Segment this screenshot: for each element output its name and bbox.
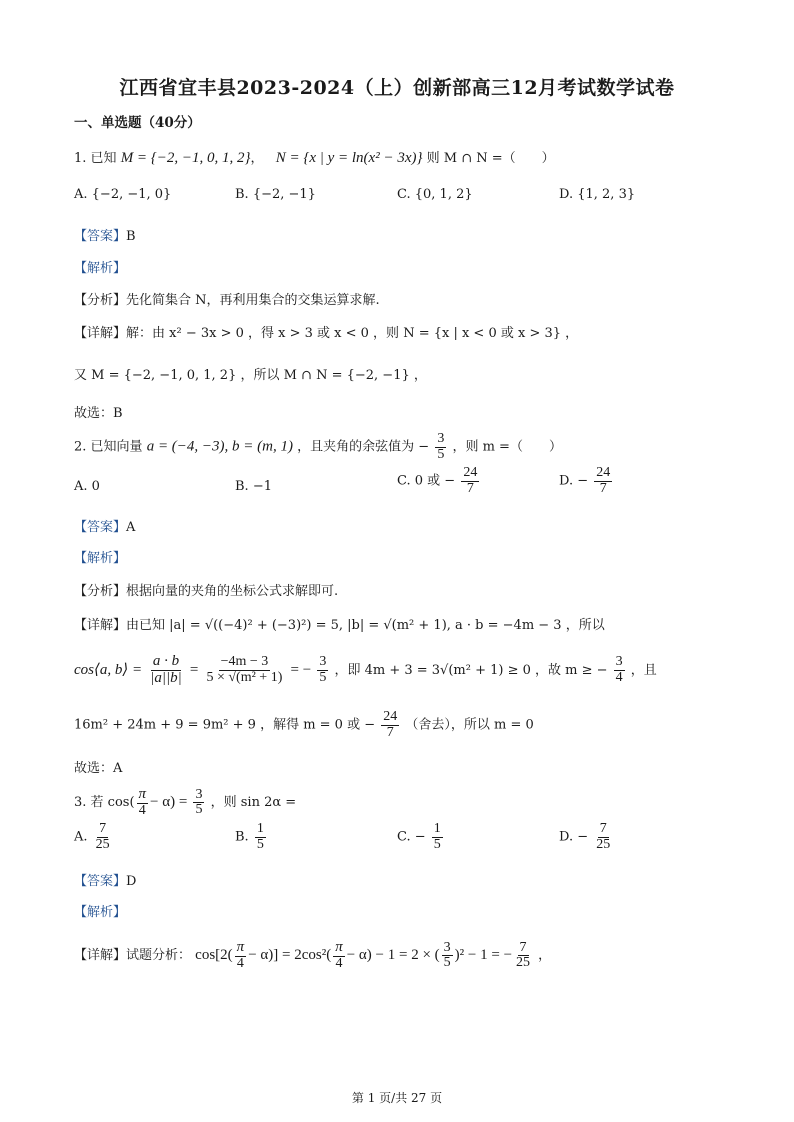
q3-expr-frac2 [333,940,345,971]
q2-fenxi-line [74,580,338,599]
q1-option-c: C. {0, 1, 2} [397,187,473,202]
q2-detail-line3 [74,710,534,740]
q2-choose: A [113,761,123,776]
q2-option-a: A. 0 [74,479,100,494]
q2-analysis-label: 【解析】 [74,551,127,566]
q2-vectors: a = (−4, −3), b = (m, 1) [146,438,293,455]
q3-three: 3 [195,786,203,802]
q2-frac-cos [317,655,328,685]
q3-expr-twentyfive: 25 [516,955,531,971]
q3-five: 5 [195,802,203,818]
q2-answer-line [74,516,135,535]
q3-detail-end: ， [538,948,552,964]
q1-sep: ， [250,151,264,166]
q2-cos-fraction [435,432,446,462]
q3-option-c-den: 5 [433,836,441,852]
choose-label: 故选： [74,761,114,776]
q2-option-c-prefix: C. 0 或 − [397,473,456,489]
q1-option-b: B. {−2, −1} [235,187,316,202]
q3-option-c-label: C. − [397,829,426,845]
q2-detail2-end: ，且 [630,662,657,678]
q2-frac2-num: −4m − 3 [220,654,269,670]
q3-stem [74,787,296,818]
q2-frac4-num: 24 [383,709,398,724]
q3-detail-line [74,940,551,971]
q2-option-d-fraction [594,466,612,496]
q3-expr1: cos[2( [195,947,233,964]
q3-stem-mid: − α) = [150,794,188,811]
q3-expr3: − α) − 1 = 2 × ( [346,947,440,964]
q2-option-c-num: 24 [463,465,478,480]
fenxi-label: 【分析】 [74,584,127,599]
q3-option-a [74,822,114,852]
q3-option-b-num: 1 [256,821,264,836]
q3-expr-pi2: π [335,939,343,955]
q2-frac1-den: |a||b| [150,669,182,686]
q1-fenxi-line [74,289,380,308]
q2-answer: A [126,520,136,535]
q2-frac2 [204,655,284,685]
q3-option-a-num: 7 [99,821,107,836]
q2-frac2-den: 5 × √(m² + 1) [206,669,283,685]
q2-stem-suffix: ，则 m =（ ） [452,439,562,455]
q1-stem-prefix: 1. 已知 [74,151,117,166]
q1-stem [74,147,555,167]
detail-label: 【详解】 [74,326,127,341]
q3-option-c-fraction [432,822,443,852]
q1-detail-line2: 又 M = {−2, −1, 0, 1, 2} ，所以 M ∩ N = {−2, −1} ， [74,368,427,383]
q3-expr-pi1: π [236,939,245,955]
q3-option-d-label: D. − [559,829,589,845]
q1-choose: B [113,406,123,421]
q2-detail-line1 [74,614,605,633]
q3-option-d [559,822,614,852]
q2-frac3-num: 3 [615,654,623,670]
q3-answer: D [126,874,137,889]
q2-eq: = [189,661,199,678]
q3-expr-frac3 [442,941,453,971]
q3-pi-over-4 [137,787,149,818]
q2-option-c [397,466,481,496]
q3-option-d-fraction [594,822,612,852]
q2-cos-lhs: cos⟨a, b⟩ = [74,661,143,678]
q2-detail-line2 [74,654,657,687]
q2-stem [74,432,562,462]
answer-label: 【答案】 [74,874,127,889]
answer-label: 【答案】 [74,229,127,244]
q3-expr-four1: 4 [236,955,244,971]
q2-frac4-den: 7 [386,724,394,740]
q2-frac3-den: 4 [615,669,623,685]
q3-option-b-label: B. [235,829,249,845]
detail-label: 【详解】 [74,618,127,633]
q2-option-d-prefix: D. − [559,473,589,489]
q1-detail1: 解：由 x² − 3x > 0 ，得 x > 3 或 x < 0 ，则 N = {x | x < 0 或 x > 3} ， [126,326,579,341]
q1-option-a: A. {−2, −1, 0} [74,187,172,202]
page-title: 江西省宜丰县2023-2024（上）创新部高三12月考试数学试卷 [119,77,675,99]
q3-detail-prefix: 试题分析： [126,948,192,964]
detail-label: 【详解】 [74,948,127,964]
fenxi-label: 【分析】 [74,293,127,308]
page-footer: 第 1 页/共 27 页 [351,1091,443,1105]
q2-frac-cos-den: 5 [319,669,327,685]
q2-stem-mid: ，且夹角的余弦值为 − [297,439,430,455]
q2-option-b: B. −1 [235,479,272,494]
q3-option-a-fraction [94,822,112,852]
q2-option-c-den: 7 [466,480,474,496]
q1-set-n: N = {x | y = ln(x² − 3x)} [275,150,423,166]
q2-eq2: = − [290,661,312,678]
q2-option-d-den: 7 [599,480,607,496]
q2-frac3 [614,655,625,685]
q2-stem-prefix: 2. 已知向量 [74,439,143,455]
q3-expr2: − α)] = 2cos²( [248,947,332,964]
q1-option-d: D. {1, 2, 3} [559,187,636,202]
q1-answer-line [74,225,136,244]
q2-cos-den: 5 [437,446,445,462]
q1-set-m: M = {−2, −1, 0, 1, 2} [120,150,251,166]
q2-frac1-num: a · b [152,653,180,669]
q3-option-b-fraction [255,822,266,852]
q2-detail1: 由已知 |a| = √((−4)² + (−3)²) = 5, |b| = √(m² + 1), a · b = −4m − 3 ，所以 [126,618,605,633]
q3-three-fifths [193,788,204,818]
q1-choose-line [74,402,123,421]
q1-analysis-label: 【解析】 [74,261,127,276]
q2-frac4 [381,710,399,740]
answer-label: 【答案】 [74,520,127,535]
q3-stem-suffix: ，则 sin 2α = [210,795,297,811]
q2-detail3-prefix: 16m² + 24m + 9 = 9m² + 9 ，解得 m = 0 或 − [74,717,376,733]
q3-option-c-num: 1 [433,821,441,836]
section-heading: 一、单选题（40分） [74,115,201,131]
q3-option-d-num: 7 [599,821,607,836]
q3-expr-seven: 7 [519,939,527,955]
q2-fenxi: 根据向量的夹角的坐标公式求解即可. [126,584,339,599]
q3-option-a-label: A. [74,829,88,845]
q1-detail-line1 [74,322,578,341]
q3-four: 4 [138,802,146,818]
q1-fenxi: 先化简集合 N，再利用集合的交集运算求解. [126,293,380,308]
q3-expr-frac4 [514,941,532,971]
q2-choose-line [74,757,122,776]
q3-expr-three: 3 [443,939,451,955]
q2-frac1 [148,654,184,687]
q2-cos-num: 3 [437,431,445,446]
q2-frac-cos-num: 3 [319,654,327,670]
q3-option-c [397,822,445,852]
q3-expr-frac1 [235,940,247,971]
q3-option-b [235,822,268,852]
q2-option-d-num: 24 [596,465,611,480]
q3-expr4: )² − 1 = − [454,947,513,964]
q1-stem-suffix: 则 M ∩ N =（ ） [426,151,555,166]
q3-option-b-den: 5 [256,836,264,852]
q2-detail3-suffix: （舍去），所以 m = 0 [405,717,534,733]
q3-option-d-den: 25 [596,836,611,852]
q3-stem-prefix: 3. 若 cos( [74,795,135,811]
q3-option-a-den: 25 [95,836,110,852]
q2-option-c-fraction [461,466,479,496]
q1-answer: B [126,229,136,244]
q3-expr-five: 5 [443,955,451,971]
q3-answer-line [74,870,136,889]
choose-label: 故选： [74,406,114,421]
q3-analysis-label: 【解析】 [74,905,127,920]
q2-detail2-tail: ，即 4m + 3 = 3√(m² + 1) ≥ 0 ，故 m ≥ − [334,662,608,678]
q2-option-d [559,466,614,496]
q3-expr-four2: 4 [335,955,343,971]
q3-pi: π [138,786,147,802]
